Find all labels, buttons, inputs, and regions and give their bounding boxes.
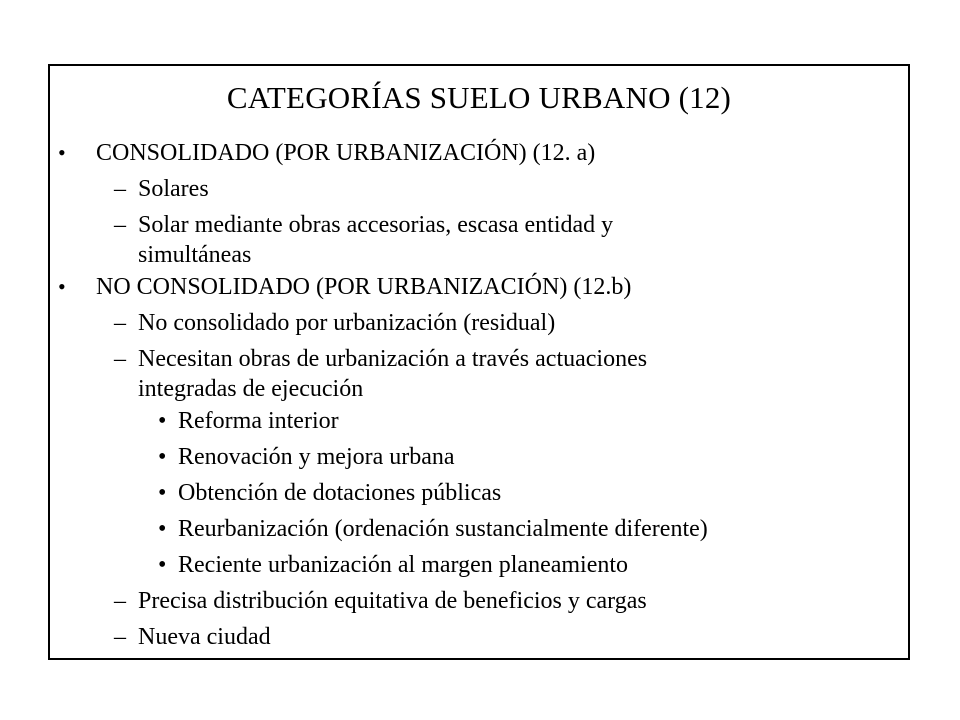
dash-icon: – (114, 588, 126, 614)
bullet-icon: • (58, 140, 66, 165)
section-heading: CONSOLIDADO (POR URBANIZACIÓN) (12. a) (96, 140, 596, 166)
dash-icon: – (114, 310, 126, 336)
section-no-consolidado (50, 272, 908, 302)
bullet-icon: • (158, 516, 167, 542)
sub-list-item (50, 514, 908, 544)
sub-list-item-text: Reciente urbanización al margen planeamiento (178, 552, 629, 578)
bullet-icon: • (158, 552, 167, 578)
list-item-text-continued: simultáneas (138, 242, 252, 268)
bullet-icon: • (58, 274, 66, 299)
sub-list-item (50, 550, 908, 580)
list-item-text: No consolidado por urbanización (residual) (138, 310, 556, 336)
bullet-icon: • (158, 408, 167, 434)
dash-icon: – (114, 346, 126, 372)
sub-list-item-text: Obtención de dotaciones públicas (178, 480, 502, 506)
list-item-text: Nueva ciudad (138, 624, 271, 650)
sub-list-item-text: Renovación y mejora urbana (178, 444, 455, 470)
list-item (50, 622, 908, 652)
sub-list-item-text: Reforma interior (178, 408, 339, 434)
sub-list-item-text: Reurbanización (ordenación sustancialmente diferente) (178, 516, 708, 542)
list-item (50, 210, 908, 270)
dash-icon: – (114, 624, 126, 650)
list-item (50, 174, 908, 204)
dash-icon: – (114, 176, 126, 202)
list-item-text: Solares (138, 176, 209, 202)
slide-frame (48, 64, 910, 660)
list-item (50, 344, 908, 404)
dash-icon: – (114, 212, 126, 238)
list-item-text: Solar mediante obras accesorias, escasa entidad y (138, 212, 614, 238)
bullet-icon: • (158, 444, 167, 470)
list-item-text-continued: integradas de ejecución (138, 376, 364, 402)
sub-list-item (50, 478, 908, 508)
sub-list-item (50, 442, 908, 472)
list-item (50, 586, 908, 616)
section-consolidado (50, 138, 908, 168)
slide-content (50, 138, 908, 658)
section-heading: NO CONSOLIDADO (POR URBANIZACIÓN) (12.b) (96, 274, 632, 300)
slide-title: CATEGORÍAS SUELO URBANO (12) (226, 80, 732, 115)
list-item-text: Precisa distribución equitativa de beneficios y cargas (138, 588, 647, 614)
list-item (50, 308, 908, 338)
bullet-icon: • (158, 480, 167, 506)
list-item-text: Necesitan obras de urbanización a través actuaciones (138, 346, 648, 372)
sub-list-item (50, 406, 908, 436)
